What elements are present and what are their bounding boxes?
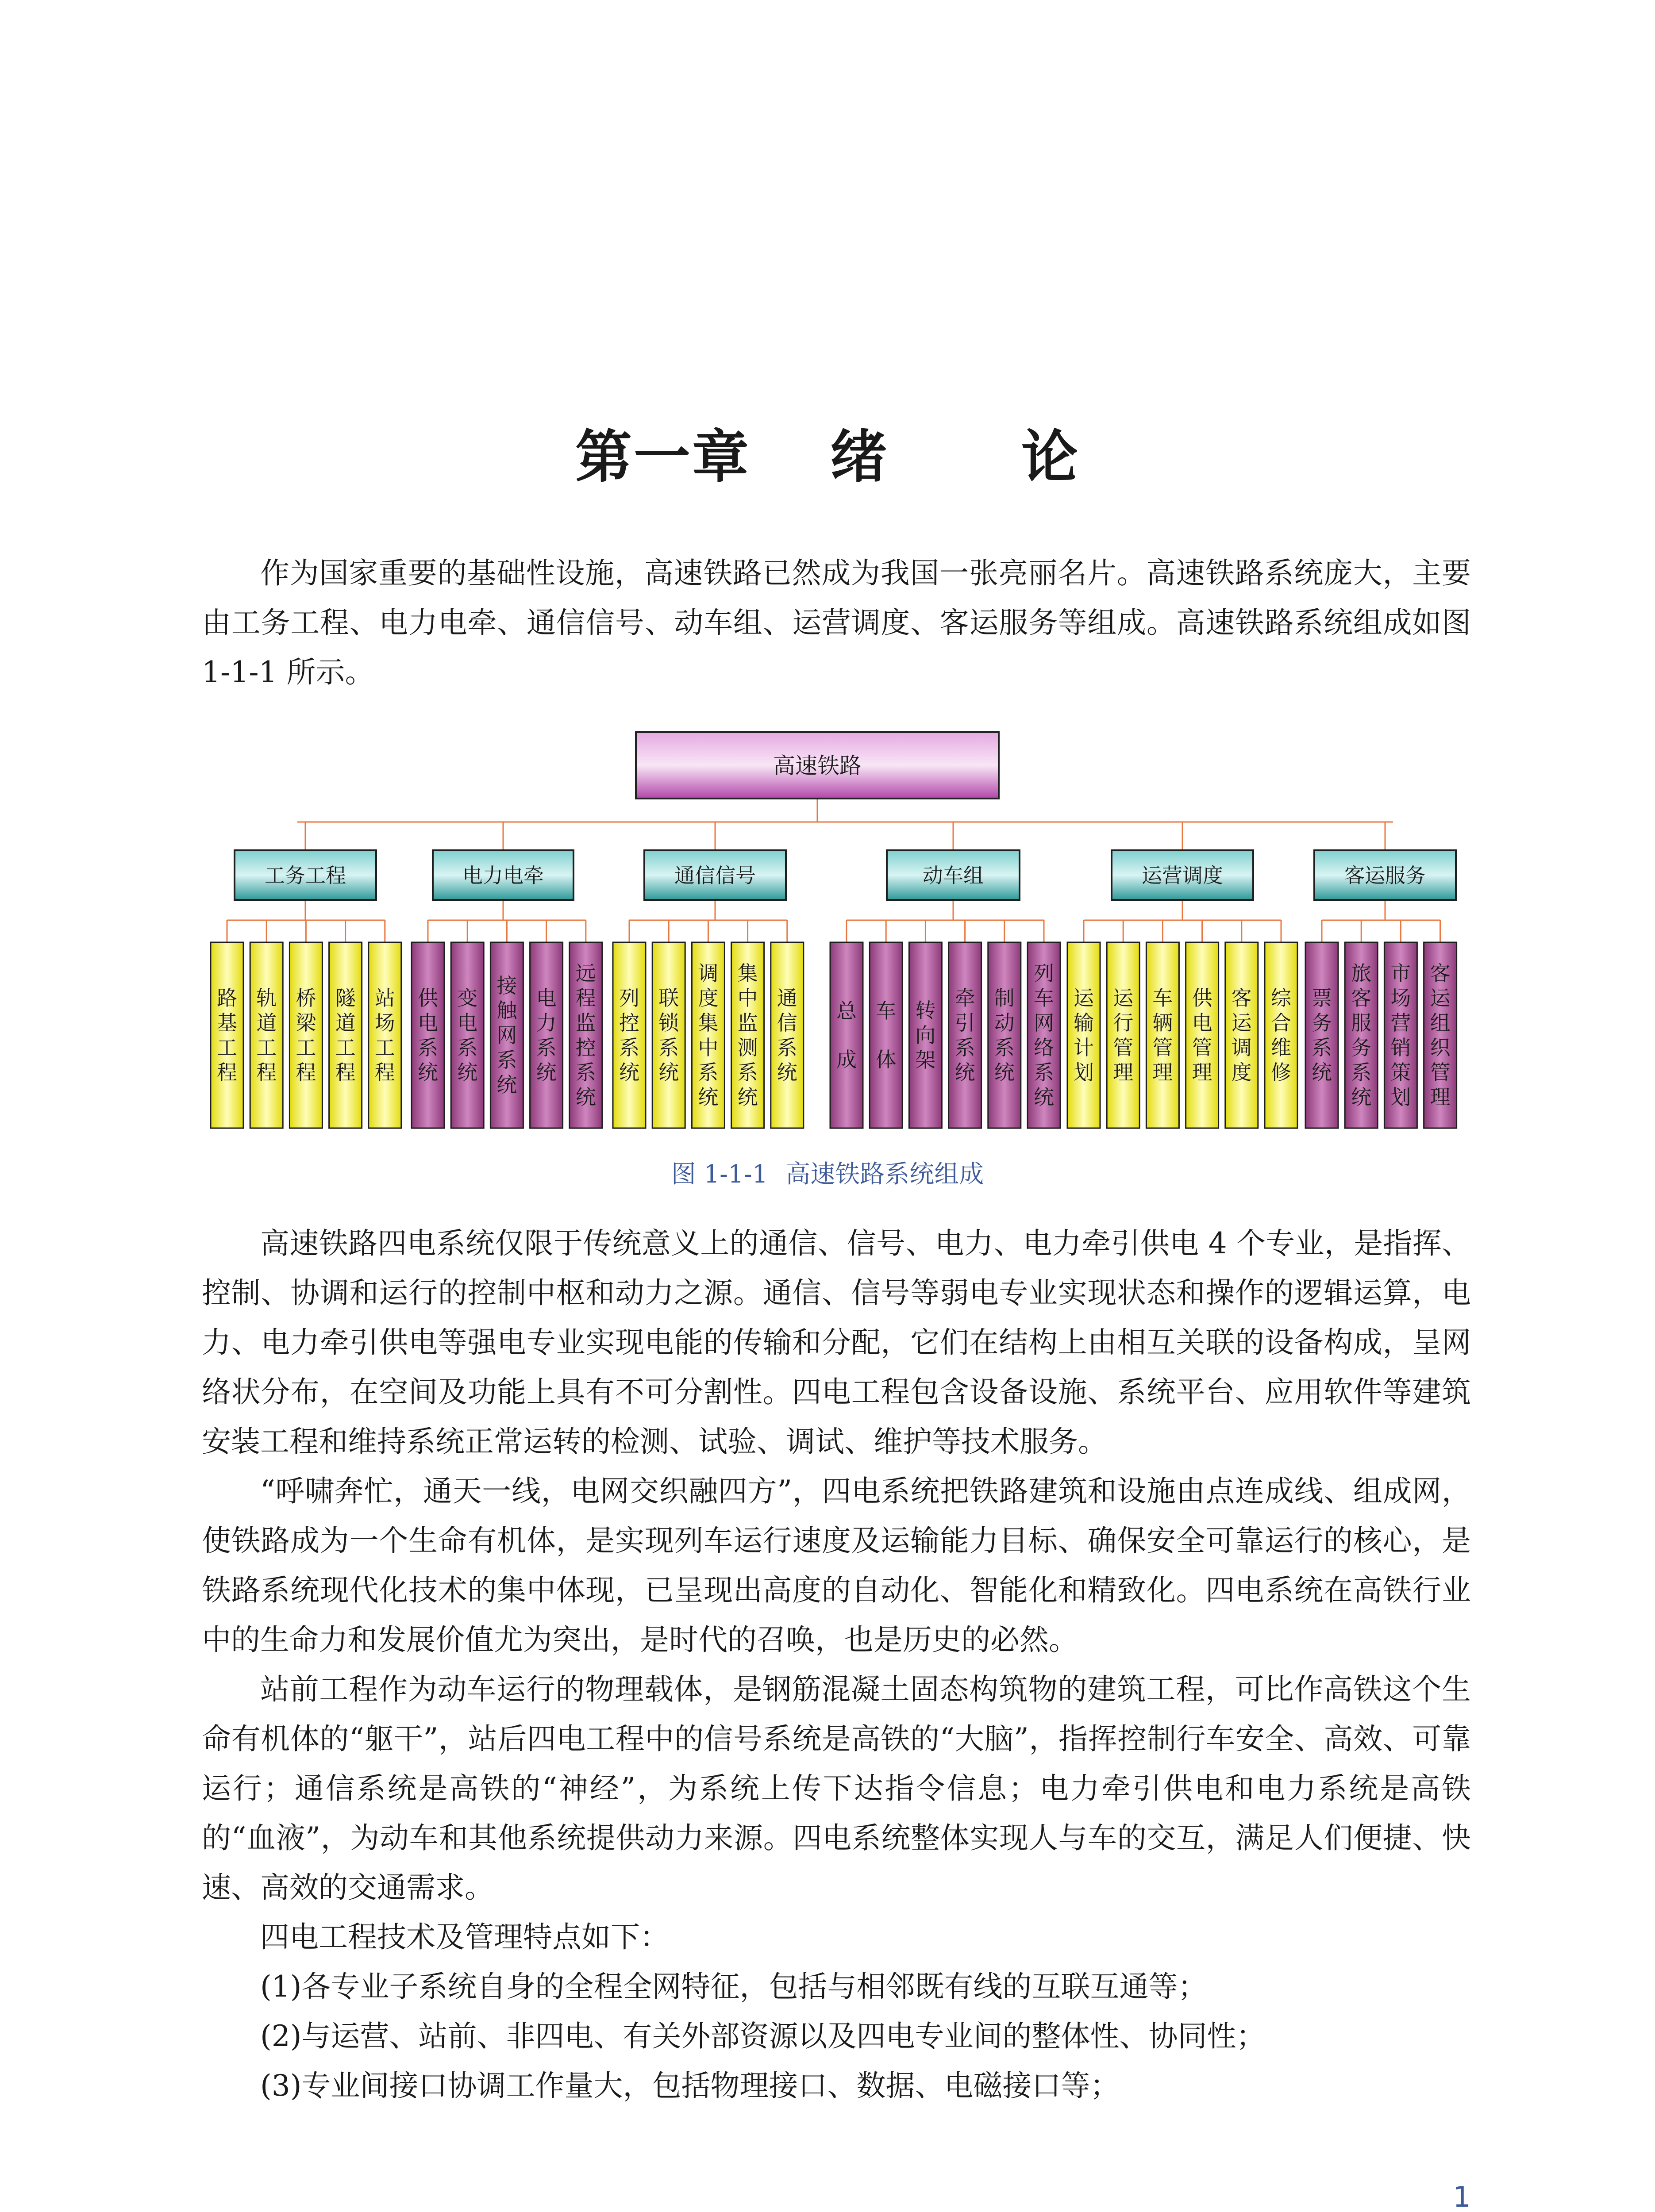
body-paragraph: 四电工程技术及管理特点如下： — [260, 1920, 669, 1954]
leaf-box — [1107, 942, 1139, 1128]
leaf-label: 站场工程 — [374, 986, 395, 1084]
group-label: 运营调度 — [1142, 864, 1223, 887]
root-node — [636, 732, 999, 799]
leaf-label: 牵引系统 — [955, 986, 975, 1084]
leaf-label: 联锁系统 — [658, 986, 679, 1084]
leaf-label: 供电系统 — [418, 986, 438, 1084]
chapter-title-b: 论 — [1021, 424, 1080, 490]
list-item: (1)各专业子系统自身的全程全网特征，包括与相邻既有线的互联互通等； — [260, 1970, 1207, 2004]
chapter-label: 第一章 — [575, 424, 751, 490]
group-label: 动车组 — [923, 864, 984, 887]
leaf-box — [830, 942, 863, 1128]
leaf-label: 制动系统 — [994, 986, 1015, 1084]
leaf-label: 客运调度 — [1231, 986, 1252, 1084]
leaf-label: 变电系统 — [457, 986, 478, 1084]
leaf-label: 供电管理 — [1192, 986, 1212, 1084]
leaf-box — [652, 942, 685, 1128]
leaf-label: 列控系统 — [619, 986, 639, 1084]
leaf-label: 列车网络系统 — [1034, 961, 1054, 1109]
leaf-label: 转向架 — [915, 998, 936, 1072]
leaf-label: 接触网系统 — [496, 974, 517, 1097]
leaf-label: 综合维修 — [1271, 986, 1291, 1084]
leaf-box — [1186, 942, 1219, 1128]
group-label: 通信信号 — [674, 864, 756, 887]
leaf-label: 轨道工程 — [256, 986, 277, 1084]
leaf-box — [1265, 942, 1297, 1128]
body-paragraph: “呼啸奔忙，通天一线，电网交织融四方”，四电系统把铁路建筑和设施由点连成线、组成网，使铁路成为一个生命有机体，是实现列车运行速度及运输能力目标、确保安全可靠运行的核心，是铁路系统现代化技术的集中体现，已呈现出高度的自动化、智能化和精致化。四电系统在高铁行业中的生命力和发展价值尤为突出，是时代的召唤，也是历史的必然。 — [202, 1474, 1471, 1657]
leaf-box — [771, 942, 804, 1128]
leaf-box — [250, 942, 283, 1128]
leaf-box — [613, 942, 646, 1128]
leaf-label: 集中监测系统 — [737, 961, 758, 1109]
leaf-box — [412, 942, 444, 1128]
leaf-label: 市场营销策划 — [1390, 961, 1411, 1109]
leaf-label: 运输计划 — [1074, 986, 1094, 1084]
root-label: 高速铁路 — [773, 753, 862, 779]
leaf-label: 票务系统 — [1312, 986, 1332, 1084]
leaf-box — [949, 942, 981, 1128]
leaf-box — [1225, 942, 1258, 1128]
body-paragraph: 站前工程作为动车运行的物理载体，是钢筋混凝土固态构筑物的建筑工程，可比作高铁这个生命有机体的“躯干”，站后四电工程中的信号系统是高铁的“大脑”，指挥控制行车安全、高效、可靠运行；通信系统是高铁的“神经”，为系统上传下达指令信息；电力牵引供电和电力系统是高铁的“血液”，为动车和其他系统提供动力来源。四电系统整体实现人与车的交互，满足人们便捷、快速、高效的交通需求。 — [202, 1672, 1471, 1905]
leaf-label: 旅客服务系统 — [1351, 961, 1372, 1109]
connector-lines — [227, 799, 1440, 942]
group-label: 工务工程 — [265, 864, 346, 887]
leaf-box — [870, 942, 902, 1128]
leaf-box — [1067, 942, 1100, 1128]
leaf-box — [530, 942, 563, 1128]
group-label: 电力电牵 — [462, 864, 544, 887]
leaf-label: 远程监控系统 — [575, 961, 596, 1109]
leaf-box — [329, 942, 362, 1128]
leaf-box — [211, 942, 243, 1128]
leaf-box — [1146, 942, 1179, 1128]
group-label: 客运服务 — [1344, 864, 1426, 887]
leaf-box — [1305, 942, 1338, 1128]
leaf-box — [988, 942, 1021, 1128]
leaf-label: 总成 — [836, 999, 857, 1071]
intro-paragraph: 作为国家重要的基础性设施，高速铁路已然成为我国一张亮丽名片。高速铁路系统庞大，主要由工务工程、电力电牵、通信信号、动车组、运营调度、客运服务等组成。高速铁路系统组成如图 1-1-1 所示。 — [202, 556, 1471, 689]
body-text — [202, 1219, 1471, 2111]
leaf-label: 客运组织管理 — [1430, 961, 1451, 1109]
leaf-label: 运行管理 — [1113, 986, 1134, 1084]
leaf-label: 车辆管理 — [1152, 986, 1173, 1084]
leaf-label: 桥梁工程 — [296, 986, 316, 1084]
leaf-label: 调度集中系统 — [698, 961, 719, 1109]
body-paragraph: 高速铁路四电系统仅限于传统意义上的通信、信号、电力、电力牵引供电 4 个专业，是指挥、控制、协调和运行的控制中枢和动力之源。通信、信号等弱电专业实现状态和操作的逻辑运算，电力、电力牵引供电等强电专业实现电能的传输和分配，它们在结构上由相互关联的设备构成，呈网络状分布，在空间及功能上具有不可分割性。四电工程包含设备设施、系统平台、应用软件等建筑安装工程和维持系统正常运转的检测、试验、调试、维护等技术服务。 — [202, 1226, 1471, 1459]
figure-caption — [0, 1155, 1655, 1190]
figure-number: 图 1-1-1 — [671, 1160, 768, 1189]
leaf-box — [451, 942, 484, 1128]
group-nodes — [235, 850, 1456, 900]
leaf-label: 路基工程 — [217, 986, 237, 1084]
leaf-box — [289, 942, 322, 1128]
leaf-label: 隧道工程 — [335, 986, 356, 1084]
leaf-box — [369, 942, 401, 1128]
figure-caption-text: 高速铁路系统组成 — [785, 1160, 984, 1189]
list-item: (3)专业间接口协调工作量大，包括物理接口、数据、电磁接口等； — [260, 2069, 1120, 2103]
page-number: 1 — [1453, 2181, 1471, 2212]
leaf-label: 电力系统 — [536, 986, 557, 1084]
chapter-title-a: 绪 — [830, 424, 889, 490]
leaf-label: 通信系统 — [777, 986, 797, 1084]
leaf-label: 车体 — [876, 999, 897, 1071]
leaf-nodes — [211, 942, 1457, 1128]
list-item: (2)与运营、站前、非四电、有关外部资源以及四电专业间的整体性、协同性； — [260, 2019, 1266, 2053]
